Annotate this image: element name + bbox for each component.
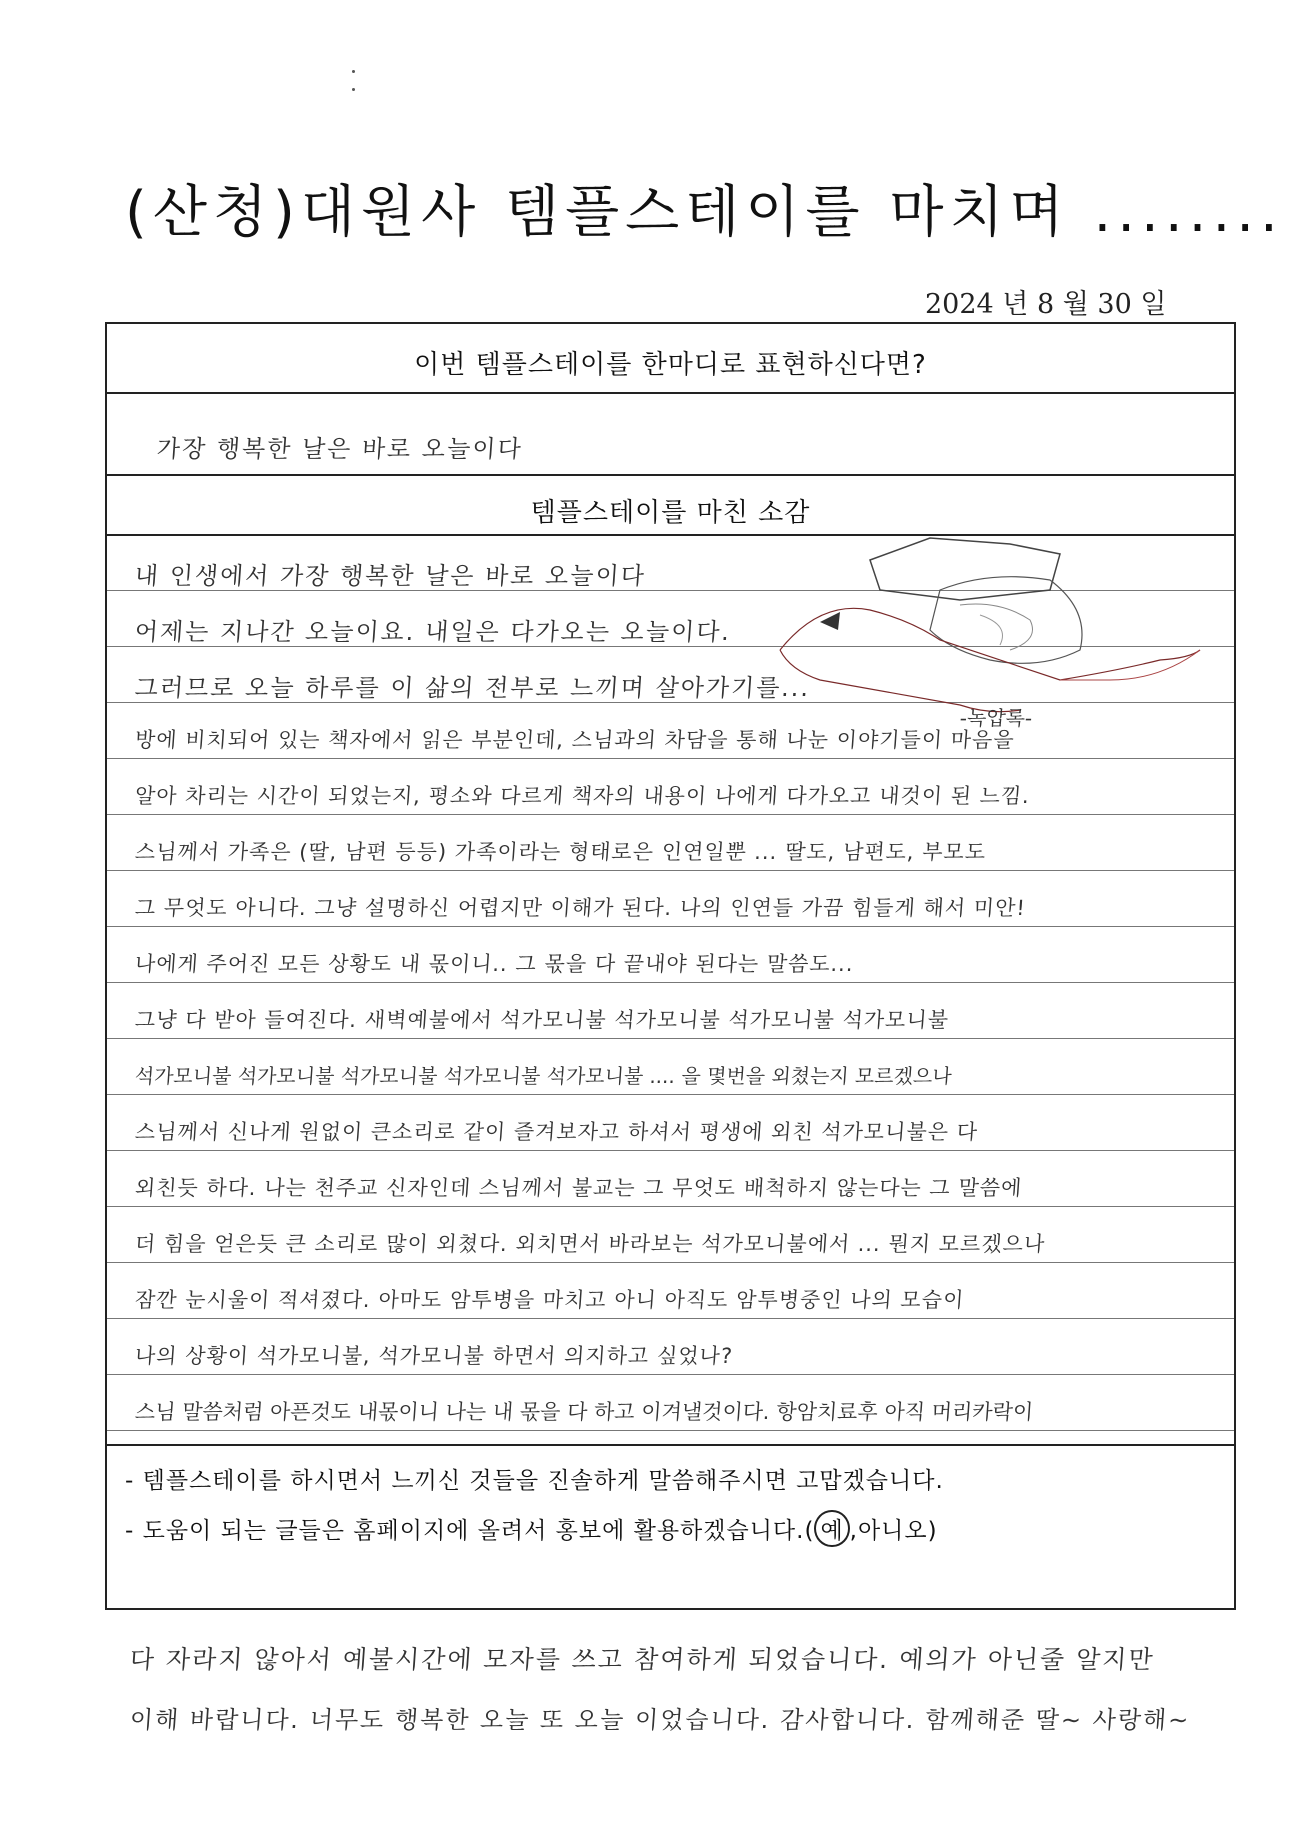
ruled-line <box>107 870 1234 871</box>
ruled-line <box>107 1262 1234 1263</box>
ruled-line <box>107 1206 1234 1207</box>
divider <box>107 392 1234 394</box>
page-title: (산청)대원사 템플스테이를 마치며 ........ <box>125 180 1284 245</box>
handwritten-line: 그 무엇도 아니다. 그냥 설명하신 어렵지만 이해가 된다. 나의 인연들 가끔 힘들게 해서 미안! <box>134 896 1027 920</box>
ruled-line <box>107 1038 1234 1039</box>
handwritten-line: 그냥 다 받아 들여진다. 새벽예불에서 석가모니불 석가모니불 석가모니불 석가모니불 <box>134 1008 950 1032</box>
ruled-line <box>107 814 1234 815</box>
ruled-line <box>107 1430 1234 1431</box>
date-line: 2024 년 8 월 30 일 <box>925 289 1167 320</box>
handwritten-line: 방에 비치되어 있는 책자에서 읽은 부분인데, 스님과의 차담을 통해 나눈 이야기들이 마음을 <box>134 728 1016 752</box>
ruled-line <box>107 1094 1234 1095</box>
notice-2-no: ,아니오) <box>849 1518 938 1544</box>
ruled-line <box>107 1150 1234 1151</box>
divider <box>107 1444 1234 1446</box>
scan-dot-mark <box>352 88 355 91</box>
handwritten-line: 나에게 주어진 모든 상황도 내 몫이니.. 그 몫을 다 끝내야 된다는 말씀도... <box>134 952 855 976</box>
handwritten-line: 스님께서 신나게 원없이 큰소리로 같이 즐겨보자고 하셔서 평생에 외친 석가모니불은 다 <box>134 1120 979 1144</box>
handwritten-line: 나의 상황이 석가모니불, 석가모니불 하면서 의지하고 싶었나? <box>134 1344 734 1368</box>
bottom-handwritten-line: 다 자라지 않아서 예불시간에 모자를 쓰고 참여하게 되었습니다. 예의가 아닌줄 알지만 <box>128 1645 1156 1674</box>
handwritten-line: 그러므로 오늘 하루를 이 삶의 전부로 느끼며 살아가기를... <box>133 674 812 702</box>
handwritten-line: 스님께서 가족은 (딸, 남편 등등) 가족이라는 형태로은 인연일뿐 ... 딸도, 남편도, 부모도 <box>134 840 988 864</box>
handwritten-line: 스님 말씀처럼 아픈것도 내몫이니 나는 내 몫을 다 하고 이겨낼것이다. 항암치료후 아직 머리카락이 <box>134 1400 1034 1424</box>
ruled-line <box>107 758 1234 759</box>
section1-answer: 가장 행복한 날은 바로 오늘이다 <box>155 435 524 463</box>
handwritten-line: 잠깐 눈시울이 적셔졌다. 아마도 암투병을 마치고 아니 아직도 암투병중인 나의 모습이 <box>134 1288 966 1312</box>
notice-2-text: - 도움이 되는 글들은 홈페이지에 올려서 홍보에 활용하겠습니다.( <box>125 1518 815 1544</box>
notice-2-yes-circled: 예 <box>814 1510 849 1547</box>
sketch-caption: -녹압록- <box>958 706 1034 730</box>
section1-title: 이번 템플스테이를 한마디로 표현하신다면? <box>414 350 927 380</box>
notice-2 <box>125 1510 938 1547</box>
handwritten-line: 어제는 지나간 오늘이요. 내일은 다가오는 오늘이다. <box>133 618 733 646</box>
ruled-line <box>107 1374 1234 1375</box>
ruled-line <box>107 982 1234 983</box>
notice-1: - 템플스테이를 하시면서 느끼신 것들을 진솔하게 말씀해주시면 고맙겠습니다. <box>125 1468 944 1494</box>
handwritten-line: 더 힘을 얻은듯 큰 소리로 많이 외쳤다. 외치면서 바라보는 석가모니불에서 ... 뭔지 모르겠으나 <box>134 1232 1047 1256</box>
handwritten-line: 내 인생에서 가장 행복한 날은 바로 오늘이다 <box>133 562 647 590</box>
handwritten-line: 외친듯 하다. 나는 천주교 신자인데 스님께서 불교는 그 무엇도 배척하지 않는다는 그 말씀에 <box>134 1176 1024 1200</box>
reflection-form <box>105 322 1236 1610</box>
handwritten-line: 알아 차리는 시간이 되었는지, 평소와 다르게 책자의 내용이 나에게 다가오고 내것이 된 느낌. <box>134 784 1031 808</box>
divider <box>107 474 1234 476</box>
bottom-handwritten-line: 이해 바랍니다. 너무도 행복한 오늘 또 오늘 이었습니다. 감사합니다. 함께해준 딸~ 사랑해~ <box>128 1706 1192 1734</box>
scan-dot-mark <box>352 70 355 73</box>
handwritten-line: 석가모니불 석가모니불 석가모니불 석가모니불 석가모니불 .... 을 몇번을 외쳤는지 모르겠으나 <box>134 1064 953 1088</box>
ruled-line <box>107 926 1234 927</box>
ruled-line <box>107 1318 1234 1319</box>
section2-title: 템플스테이를 마친 소감 <box>530 498 811 528</box>
